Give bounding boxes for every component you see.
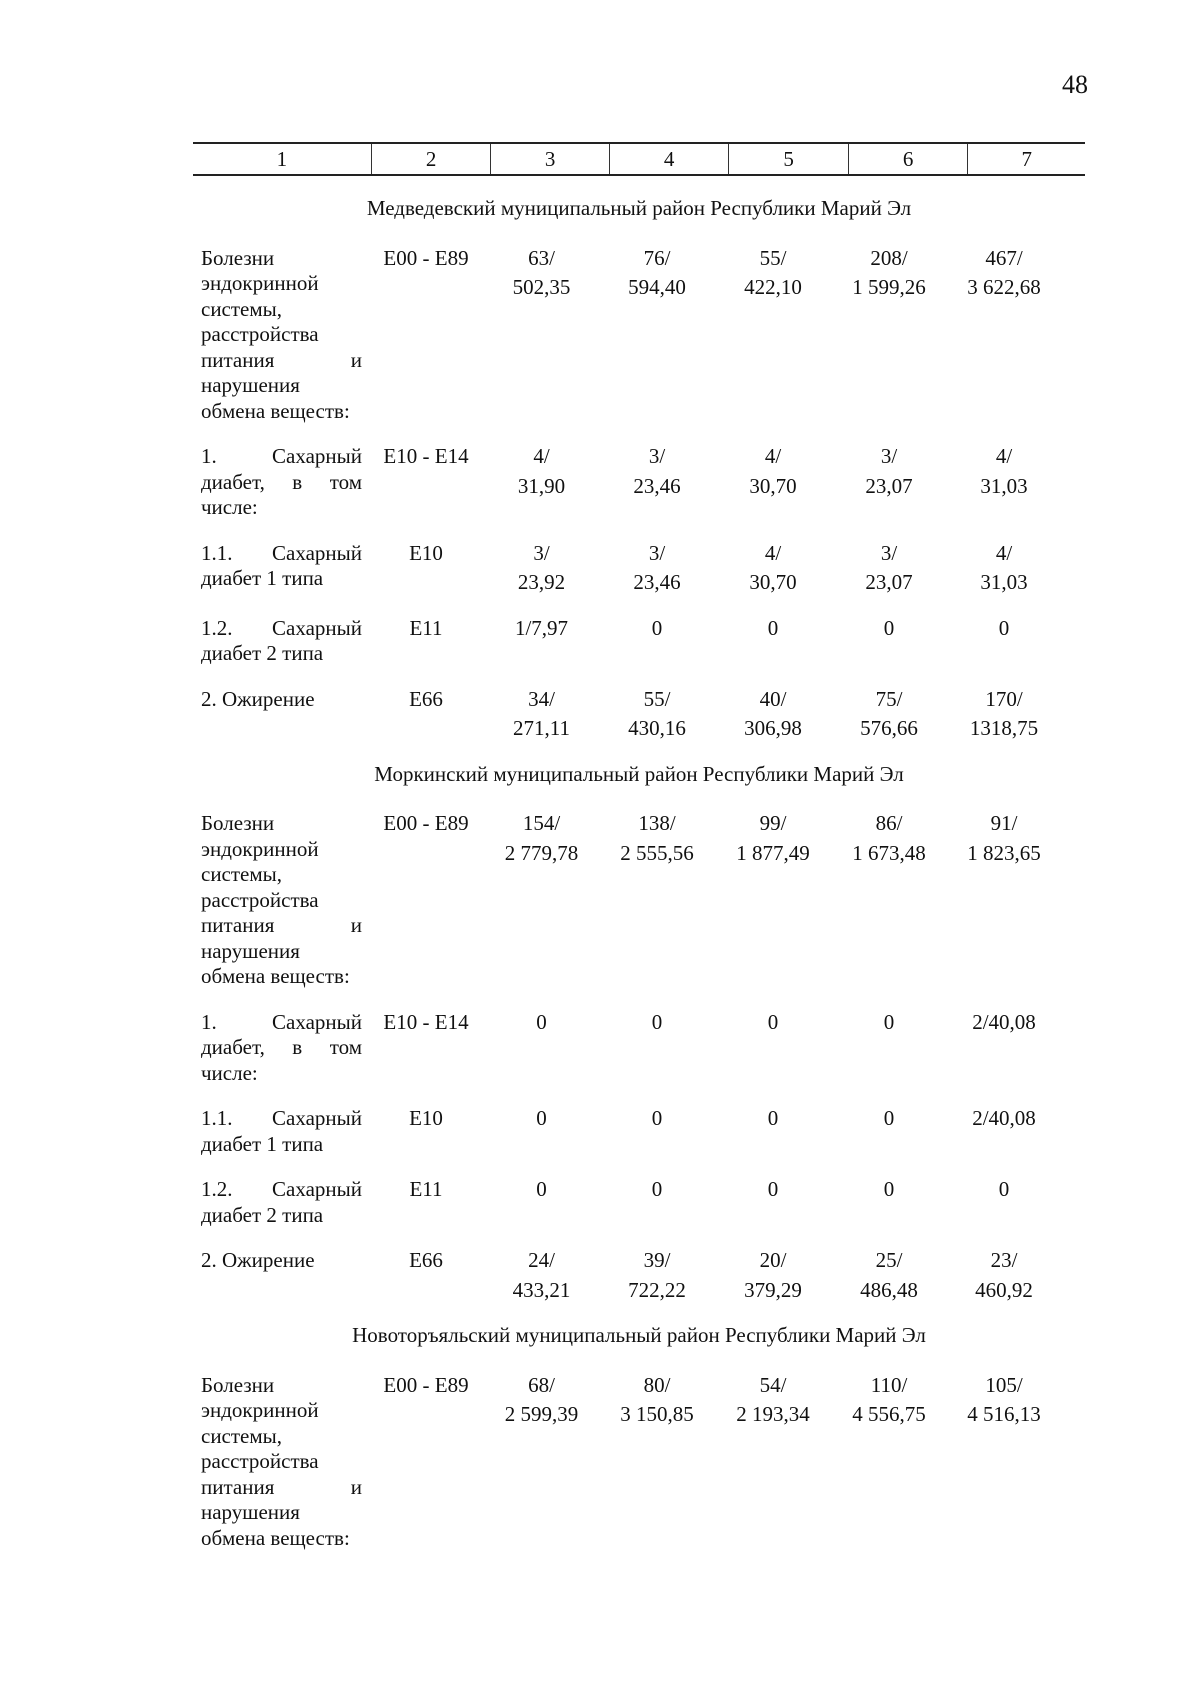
value-count: 4/ (764, 444, 782, 468)
column-header-3: 3 (491, 143, 610, 175)
icd-code: Е10 - Е14 (383, 444, 469, 468)
value-cell (947, 444, 1061, 521)
value-count: 0 (767, 1009, 779, 1034)
table-row (193, 444, 1085, 521)
column-header-2: 2 (371, 143, 491, 175)
value-cell (715, 246, 831, 425)
value-cell (947, 1177, 1061, 1228)
region-title: Моркинский муниципальный район Республики Марий Эл (374, 761, 904, 786)
column-header-6: 6 (848, 143, 968, 175)
value-cell (831, 1106, 947, 1157)
value-cell (831, 541, 947, 596)
value-count: 99/ (759, 811, 787, 835)
value-cell (947, 246, 1061, 425)
icd-code: Е66 (409, 686, 443, 711)
value-cell (947, 616, 1061, 667)
value-count: 0 (767, 1177, 779, 1201)
table-body (193, 196, 1085, 1571)
value-rate: 4 556,75 (852, 1402, 926, 1426)
value-cell (715, 616, 831, 667)
value-count: 4/ (995, 540, 1013, 565)
disease-name: 2. Ожирение (201, 1248, 315, 1272)
value-cell (947, 1010, 1061, 1087)
value-rate: 23,46 (633, 570, 681, 594)
value-cell (484, 1010, 599, 1087)
column-header-1: 1 (276, 146, 288, 171)
value-rate: 3 150,85 (620, 1402, 694, 1426)
value-count: 3/ (648, 540, 666, 565)
value-cell (831, 1373, 947, 1552)
value-cell (715, 1373, 831, 1552)
table-row (193, 1106, 1085, 1157)
value-cell (947, 811, 1061, 990)
value-cell (831, 687, 947, 742)
column-header-table (193, 142, 1085, 176)
value-count: 34/ (528, 686, 555, 711)
value-rate: 31,90 (517, 473, 566, 498)
value-cell (715, 1010, 831, 1087)
value-count: 0 (998, 1177, 1010, 1201)
value-rate: 23,92 (517, 570, 566, 594)
disease-name: 1.2. Сахарный диабет 2 типа (201, 1177, 362, 1227)
value-cell (599, 1177, 715, 1228)
value-cell (715, 541, 831, 596)
value-count: 170/ (985, 686, 1023, 711)
value-count: 23/ (990, 1248, 1018, 1272)
value-count: 105/ (985, 1372, 1023, 1397)
value-rate: 2 779,78 (504, 840, 579, 865)
value-cell (484, 444, 599, 521)
value-cell (599, 444, 715, 521)
value-count: 154/ (522, 811, 561, 835)
value-count: 138/ (638, 811, 676, 835)
page-number: 48 (1062, 70, 1088, 99)
value-rate: 1 599,26 (852, 275, 926, 299)
value-cell (484, 616, 599, 667)
value-count: 0 (767, 615, 779, 640)
value-count: 3/ (880, 444, 898, 468)
disease-name: Болезни эндокринной системы, расстройства питания и нарушения обмена веществ: (201, 245, 362, 423)
value-cell (484, 1373, 599, 1552)
value-cell (484, 1177, 599, 1228)
value-cell (484, 541, 599, 596)
column-header-5: 5 (729, 143, 849, 175)
value-count: 68/ (528, 1372, 555, 1397)
column-header-row (193, 143, 1085, 175)
value-count: 24/ (528, 1248, 555, 1272)
disease-name: 1.1. Сахарный диабет 1 типа (201, 1106, 362, 1156)
icd-code: Е11 (409, 615, 443, 640)
value-rate: 722,22 (628, 1277, 686, 1302)
value-cell (947, 1106, 1061, 1157)
value-cell (599, 246, 715, 425)
value-rate: 31,03 (980, 570, 1028, 594)
value-count: 76/ (643, 245, 671, 270)
value-count: 2/40,08 (972, 1106, 1036, 1130)
value-rate: 576,66 (860, 716, 918, 740)
value-count: 0 (883, 615, 895, 640)
value-cell (715, 1106, 831, 1157)
value-rate: 306,98 (744, 716, 802, 740)
value-count: 0 (651, 615, 663, 640)
value-rate: 3 622,68 (967, 275, 1041, 299)
disease-name: 1. Сахарный диабет, в том числе: (201, 1009, 362, 1085)
table-row (193, 1010, 1085, 1087)
table-row (193, 1248, 1085, 1303)
value-rate: 422,10 (744, 275, 802, 299)
value-count: 25/ (875, 1248, 903, 1272)
value-cell (715, 811, 831, 990)
value-cell (599, 1010, 715, 1087)
value-count: 91/ (990, 811, 1018, 835)
value-count: 4/ (995, 444, 1013, 468)
value-cell (831, 444, 947, 521)
value-cell (715, 444, 831, 521)
value-rate: 2 555,56 (620, 840, 694, 865)
value-count: 0 (883, 1009, 895, 1034)
value-rate: 23,46 (633, 473, 681, 498)
value-count: 0 (883, 1177, 895, 1201)
table-row (193, 687, 1085, 742)
value-count: 4/ (764, 540, 782, 565)
value-cell (599, 1373, 715, 1552)
value-rate: 502,35 (512, 275, 571, 299)
value-cell (715, 1177, 831, 1228)
disease-name: Болезни эндокринной системы, расстройства питания и нарушения обмена веществ: (201, 811, 362, 988)
value-count: 3/ (648, 444, 666, 468)
disease-name: 1.2. Сахарный диабет 2 типа (201, 615, 362, 665)
value-count: 2/40,08 (972, 1009, 1036, 1034)
value-count: 0 (651, 1177, 663, 1201)
column-header-4: 4 (609, 143, 729, 175)
value-cell (947, 1373, 1061, 1552)
value-cell (831, 1177, 947, 1228)
value-count: 63/ (528, 245, 555, 270)
value-count: 80/ (643, 1372, 671, 1397)
value-count: 75/ (875, 686, 903, 711)
value-count: 0 (651, 1106, 663, 1130)
value-rate: 1 877,49 (736, 840, 810, 865)
disease-name: 2. Ожирение (201, 686, 315, 711)
region-title: Новоторъяльский муниципальный район Республики Марий Эл (352, 1323, 926, 1347)
value-count: 0 (651, 1009, 663, 1034)
icd-code: Е11 (409, 1177, 443, 1201)
value-count: 39/ (643, 1248, 671, 1272)
icd-code: Е10 (409, 540, 443, 565)
icd-code: Е00 - Е89 (383, 811, 469, 835)
value-count: 20/ (759, 1248, 787, 1272)
value-count: 0 (536, 1009, 547, 1034)
value-count: 208/ (870, 245, 908, 270)
value-cell (599, 1106, 715, 1157)
value-rate: 271,11 (513, 716, 570, 740)
value-count: 0 (767, 1106, 779, 1130)
table-row (193, 616, 1085, 667)
value-cell (599, 616, 715, 667)
value-count: 0 (536, 1177, 547, 1201)
value-rate: 23,07 (865, 473, 913, 498)
value-cell (831, 616, 947, 667)
value-rate: 433,21 (512, 1277, 571, 1302)
value-count: 3/ (533, 540, 550, 565)
value-cell (599, 541, 715, 596)
value-rate: 1318,75 (969, 716, 1039, 740)
icd-code: Е00 - Е89 (383, 1372, 469, 1397)
value-rate: 594,40 (628, 275, 686, 299)
value-cell (484, 1106, 599, 1157)
icd-code: Е00 - Е89 (383, 245, 469, 270)
value-cell (947, 541, 1061, 596)
value-cell (484, 811, 599, 990)
value-count: 0 (883, 1106, 895, 1130)
value-rate: 31,03 (980, 473, 1028, 498)
disease-name: Болезни эндокринной системы, расстройства питания и нарушения обмена веществ: (201, 1372, 362, 1550)
value-rate: 30,70 (749, 473, 797, 498)
value-count: 3/ (880, 540, 898, 565)
value-count: 40/ (759, 686, 787, 711)
icd-code: Е10 - Е14 (383, 1009, 469, 1034)
value-cell (947, 687, 1061, 742)
table-row (193, 541, 1085, 596)
value-count: 0 (998, 615, 1010, 640)
disease-name: 1.1. Сахарный диабет 1 типа (201, 540, 362, 590)
disease-name: 1. Сахарный диабет, в том числе: (201, 444, 362, 519)
region-title: Медведевский муниципальный район Республики Марий Эл (366, 196, 912, 220)
value-cell (599, 1248, 715, 1303)
table-row (193, 1373, 1085, 1552)
value-count: 86/ (875, 811, 903, 835)
value-cell (831, 246, 947, 425)
value-count: 55/ (643, 686, 671, 711)
value-count: 110/ (870, 1372, 908, 1397)
icd-code: Е66 (409, 1248, 443, 1272)
value-cell (831, 1248, 947, 1303)
value-count: 4/ (533, 444, 550, 468)
table-row (193, 246, 1085, 425)
value-rate: 30,70 (749, 570, 797, 594)
value-rate: 4 516,13 (967, 1402, 1041, 1426)
value-rate: 1 823,65 (967, 840, 1041, 865)
value-cell (831, 811, 947, 990)
value-rate: 430,16 (628, 716, 686, 740)
value-rate: 486,48 (860, 1277, 918, 1302)
value-cell (715, 687, 831, 742)
value-rate: 2 599,39 (504, 1402, 579, 1426)
value-cell (947, 1248, 1061, 1303)
value-rate: 23,07 (865, 570, 913, 594)
table-row (193, 811, 1085, 990)
value-rate: 379,29 (744, 1277, 802, 1302)
value-cell (599, 811, 715, 990)
icd-code: Е10 (409, 1106, 443, 1130)
value-count: 0 (536, 1106, 547, 1130)
value-cell (715, 1248, 831, 1303)
value-rate: 2 193,34 (736, 1402, 810, 1426)
value-count: 55/ (759, 245, 787, 270)
value-cell (484, 1248, 599, 1303)
value-cell (484, 246, 599, 425)
column-header-7: 7 (968, 143, 1085, 175)
value-count: 54/ (759, 1372, 787, 1397)
value-cell (831, 1010, 947, 1087)
value-cell (599, 687, 715, 742)
value-cell (484, 687, 599, 742)
table-row (193, 1177, 1085, 1228)
value-count: 1/7,97 (514, 615, 569, 640)
value-rate: 1 673,48 (852, 840, 926, 865)
value-count: 467/ (985, 245, 1023, 270)
value-rate: 460,92 (975, 1277, 1033, 1302)
